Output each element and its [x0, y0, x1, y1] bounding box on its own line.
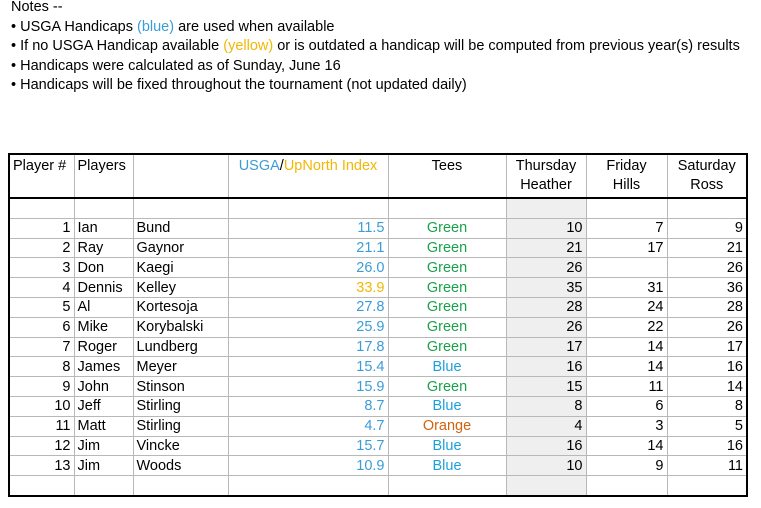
- index-cell[interactable]: 21.1: [228, 238, 388, 258]
- note-text: are used when available: [174, 18, 335, 35]
- first-name-cell[interactable]: Ray: [74, 238, 133, 258]
- table-cell[interactable]: [586, 198, 667, 218]
- table-row: [9, 238, 747, 258]
- player-number-cell[interactable]: 12: [9, 436, 74, 456]
- table-cell[interactable]: [667, 476, 747, 496]
- thursday-handicap-cell[interactable]: 15: [506, 377, 586, 397]
- note-fixed: [11, 76, 740, 96]
- tee-cell[interactable]: Blue: [388, 456, 506, 476]
- bullet: •: [11, 77, 17, 93]
- tee-cell[interactable]: Blue: [388, 436, 506, 456]
- friday-handicap-cell[interactable]: [586, 258, 667, 278]
- index-cell[interactable]: 8.7: [228, 396, 388, 416]
- last-name-cell[interactable]: Vincke: [133, 436, 228, 456]
- thursday-handicap-cell[interactable]: 26: [506, 317, 586, 337]
- index-cell[interactable]: 27.8: [228, 297, 388, 317]
- table-row: [9, 317, 747, 337]
- saturday-handicap-cell[interactable]: 14: [667, 377, 747, 397]
- tee-cell[interactable]: Green: [388, 377, 506, 397]
- header-last-name[interactable]: [133, 154, 228, 198]
- header-friday[interactable]: [586, 154, 667, 198]
- tee-cell[interactable]: Green: [388, 258, 506, 278]
- saturday-handicap-cell[interactable]: 16: [667, 357, 747, 377]
- first-name-cell[interactable]: Al: [74, 297, 133, 317]
- friday-handicap-cell[interactable]: 14: [586, 337, 667, 357]
- table-row: [9, 337, 747, 357]
- notes-heading: Notes --: [11, 0, 63, 15]
- first-name-cell[interactable]: John: [74, 377, 133, 397]
- player-number-cell[interactable]: 7: [9, 337, 74, 357]
- header-friday-course: Hills: [612, 177, 641, 193]
- saturday-handicap-cell[interactable]: 17: [667, 337, 747, 357]
- thursday-handicap-cell[interactable]: 10: [506, 456, 586, 476]
- thursday-handicap-cell[interactable]: 10: [506, 218, 586, 238]
- header-saturday-day: Saturday: [677, 158, 736, 174]
- saturday-handicap-cell[interactable]: 8: [667, 396, 747, 416]
- thursday-handicap-cell[interactable]: 35: [506, 278, 586, 298]
- table-cell[interactable]: [586, 476, 667, 496]
- friday-handicap-cell[interactable]: 6: [586, 396, 667, 416]
- note-yellow-label: (yellow): [223, 38, 274, 54]
- player-number-cell[interactable]: 8: [9, 357, 74, 377]
- saturday-handicap-cell[interactable]: 21: [667, 238, 747, 258]
- player-number-cell[interactable]: 3: [9, 258, 74, 278]
- table-body: [9, 198, 747, 496]
- last-name-cell[interactable]: Gaynor: [133, 238, 228, 258]
- header-thursday-day: Thursday: [515, 158, 577, 174]
- note-text: USGA Handicaps: [20, 18, 137, 35]
- table-row-empty: [9, 198, 747, 218]
- friday-handicap-cell[interactable]: 9: [586, 456, 667, 476]
- first-name-cell[interactable]: Mike: [74, 317, 133, 337]
- friday-handicap-cell[interactable]: 22: [586, 317, 667, 337]
- header-index-slash: /: [279, 158, 284, 174]
- table-row: [9, 278, 747, 298]
- last-name-cell[interactable]: Kortesoja: [133, 297, 228, 317]
- first-name-cell[interactable]: Jim: [74, 436, 133, 456]
- thursday-handicap-cell[interactable]: 17: [506, 337, 586, 357]
- table-cell[interactable]: [388, 198, 506, 218]
- player-number-cell[interactable]: 6: [9, 317, 74, 337]
- saturday-handicap-cell[interactable]: 26: [667, 317, 747, 337]
- first-name-cell[interactable]: Matt: [74, 416, 133, 436]
- last-name-cell[interactable]: Stirling: [133, 416, 228, 436]
- index-cell[interactable]: 26.0: [228, 258, 388, 278]
- saturday-handicap-cell[interactable]: 11: [667, 456, 747, 476]
- table-cell[interactable]: [9, 198, 74, 218]
- table-cell[interactable]: [9, 476, 74, 496]
- table-cell[interactable]: [506, 198, 586, 218]
- header-thursday-course: Heather: [520, 177, 572, 193]
- table-row: [9, 416, 747, 436]
- player-number-cell[interactable]: 1: [9, 218, 74, 238]
- saturday-handicap-cell[interactable]: 26: [667, 258, 747, 278]
- first-name-cell[interactable]: Roger: [74, 337, 133, 357]
- player-number-cell[interactable]: 4: [9, 278, 74, 298]
- tee-cell[interactable]: Green: [388, 337, 506, 357]
- table-row: [9, 436, 747, 456]
- last-name-cell[interactable]: Stirling: [133, 396, 228, 416]
- table-cell[interactable]: [133, 198, 228, 218]
- saturday-handicap-cell[interactable]: 16: [667, 436, 747, 456]
- table-row: [9, 297, 747, 317]
- saturday-handicap-cell[interactable]: 5: [667, 416, 747, 436]
- header-thursday[interactable]: [506, 154, 586, 198]
- first-name-cell[interactable]: Dennis: [74, 278, 133, 298]
- player-number-cell[interactable]: 10: [9, 396, 74, 416]
- saturday-handicap-cell[interactable]: 28: [667, 297, 747, 317]
- table-row-empty: [9, 476, 747, 496]
- header-friday-day: Friday: [606, 158, 647, 174]
- table-cell[interactable]: [388, 476, 506, 496]
- thursday-handicap-cell[interactable]: 16: [506, 436, 586, 456]
- last-name-cell[interactable]: Woods: [133, 456, 228, 476]
- note-text: If no USGA Handicap available: [20, 38, 224, 54]
- tee-cell[interactable]: Blue: [388, 357, 506, 377]
- last-name-cell[interactable]: Kaegi: [133, 258, 228, 278]
- note-text: or is outdated a handicap will be computed from previous year(s) results: [273, 38, 740, 54]
- player-number-cell[interactable]: 2: [9, 238, 74, 258]
- note-yellow: [11, 37, 740, 57]
- handicap-table: [8, 153, 748, 497]
- header-tees[interactable]: Tees: [388, 154, 506, 198]
- saturday-handicap-cell[interactable]: 9: [667, 218, 747, 238]
- friday-handicap-cell[interactable]: 14: [586, 436, 667, 456]
- thursday-handicap-cell[interactable]: 4: [506, 416, 586, 436]
- table-row: [9, 396, 747, 416]
- table-row: [9, 258, 747, 278]
- last-name-cell[interactable]: Lundberg: [133, 337, 228, 357]
- table-row: [9, 377, 747, 397]
- thursday-handicap-cell[interactable]: 28: [506, 297, 586, 317]
- table-row: [9, 357, 747, 377]
- friday-handicap-cell[interactable]: 24: [586, 297, 667, 317]
- note-calculated-date: [11, 57, 740, 77]
- player-number-cell[interactable]: 9: [9, 377, 74, 397]
- header-saturday[interactable]: [667, 154, 747, 198]
- header-player-number[interactable]: Player #: [9, 154, 74, 198]
- note-usga-blue: [11, 18, 740, 38]
- last-name-cell[interactable]: Meyer: [133, 357, 228, 377]
- index-cell[interactable]: 33.9: [228, 278, 388, 298]
- table-cell[interactable]: [74, 198, 133, 218]
- last-name-cell[interactable]: Kelley: [133, 278, 228, 298]
- table-cell[interactable]: [133, 476, 228, 496]
- index-cell[interactable]: 15.4: [228, 357, 388, 377]
- index-cell[interactable]: 15.7: [228, 436, 388, 456]
- note-text: Handicaps were calculated as of Sunday, June 16: [20, 57, 341, 74]
- thursday-handicap-cell[interactable]: 26: [506, 258, 586, 278]
- friday-handicap-cell[interactable]: 17: [586, 238, 667, 258]
- header-row: [9, 154, 747, 198]
- header-saturday-course: Ross: [690, 177, 724, 193]
- bullet: •: [11, 38, 17, 54]
- index-cell[interactable]: 15.9: [228, 377, 388, 397]
- table-cell[interactable]: [506, 476, 586, 496]
- table-cell[interactable]: [74, 476, 133, 496]
- player-number-cell[interactable]: 13: [9, 456, 74, 476]
- note-text: Handicaps will be fixed throughout the tournament (not updated daily): [20, 77, 467, 93]
- table-cell[interactable]: [667, 198, 747, 218]
- bullet: •: [11, 18, 17, 35]
- thursday-handicap-cell[interactable]: 8: [506, 396, 586, 416]
- first-name-cell[interactable]: Don: [74, 258, 133, 278]
- tee-cell[interactable]: Blue: [388, 396, 506, 416]
- tee-cell[interactable]: Green: [388, 317, 506, 337]
- player-number-cell[interactable]: 5: [9, 297, 74, 317]
- bullet: •: [11, 57, 17, 74]
- tee-cell[interactable]: Green: [388, 218, 506, 238]
- index-cell[interactable]: 10.9: [228, 456, 388, 476]
- table-row: [9, 456, 747, 476]
- tee-cell[interactable]: Green: [388, 278, 506, 298]
- first-name-cell[interactable]: James: [74, 357, 133, 377]
- friday-handicap-cell[interactable]: 14: [586, 357, 667, 377]
- tee-cell[interactable]: Green: [388, 297, 506, 317]
- table-cell[interactable]: [228, 476, 388, 496]
- table-cell[interactable]: [228, 198, 388, 218]
- last-name-cell[interactable]: Bund: [133, 218, 228, 238]
- saturday-handicap-cell[interactable]: 36: [667, 278, 747, 298]
- index-cell[interactable]: 11.5: [228, 218, 388, 238]
- header-index-upnorth: UpNorth Index: [283, 158, 378, 174]
- tee-cell[interactable]: Green: [388, 238, 506, 258]
- friday-handicap-cell[interactable]: 7: [586, 218, 667, 238]
- last-name-cell[interactable]: Stinson: [133, 377, 228, 397]
- thursday-handicap-cell[interactable]: 16: [506, 357, 586, 377]
- header-players[interactable]: Players: [74, 154, 133, 198]
- table-row: [9, 218, 747, 238]
- index-cell[interactable]: 25.9: [228, 317, 388, 337]
- header-index[interactable]: [228, 154, 388, 198]
- index-cell[interactable]: 4.7: [228, 416, 388, 436]
- first-name-cell[interactable]: Ian: [74, 218, 133, 238]
- thursday-handicap-cell[interactable]: 21: [506, 238, 586, 258]
- friday-handicap-cell[interactable]: 31: [586, 278, 667, 298]
- notes: [11, 0, 740, 96]
- last-name-cell[interactable]: Korybalski: [133, 317, 228, 337]
- tee-cell[interactable]: Orange: [388, 416, 506, 436]
- index-cell[interactable]: 17.8: [228, 337, 388, 357]
- header-index-usga: USGA: [238, 158, 280, 174]
- player-number-cell[interactable]: 11: [9, 416, 74, 436]
- first-name-cell[interactable]: Jeff: [74, 396, 133, 416]
- note-blue-label: (blue): [136, 18, 175, 35]
- friday-handicap-cell[interactable]: 11: [586, 377, 667, 397]
- first-name-cell[interactable]: Jim: [74, 456, 133, 476]
- friday-handicap-cell[interactable]: 3: [586, 416, 667, 436]
